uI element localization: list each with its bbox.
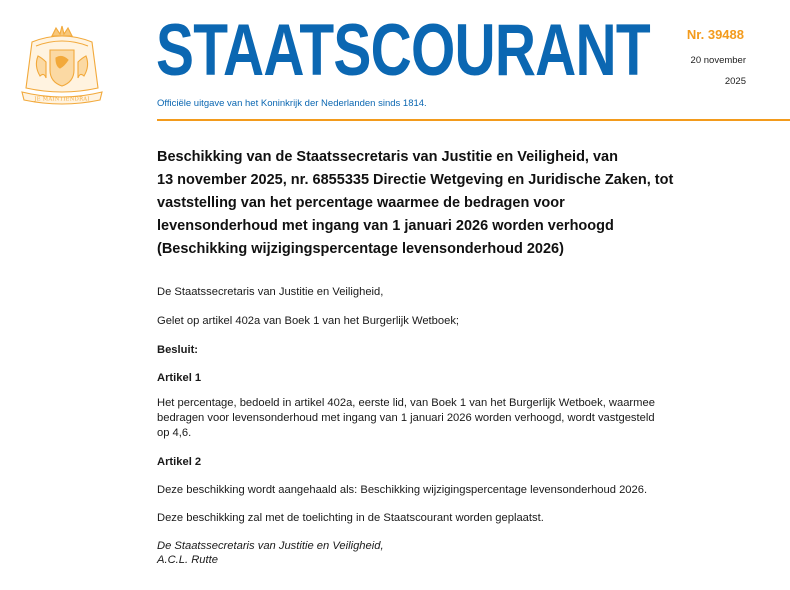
decides-label: Besluit: [157, 344, 199, 356]
title-line: (Beschikking wijzigingspercentage levensonderhoud 2026) [157, 241, 564, 257]
svg-text:JE MAINTIENDRAI: JE MAINTIENDRAI [34, 96, 90, 103]
issue-date-year: 2025 [724, 76, 746, 87]
title-line: Beschikking van de Staatssecretaris van Justitie en Veiligheid, van [157, 149, 618, 165]
article1-line: bedragen voor levensonderhoud met ingang van 1 januari 2026 worden verhoogd, wordt vastgesteld [157, 412, 655, 424]
article1-paragraph [157, 396, 757, 441]
header-divider [157, 119, 790, 121]
signature-title: De Staatssecretaris van Justitie en Veiligheid, [157, 540, 384, 552]
title-line: 13 november 2025, nr. 6855335 Directie Wetgeving en Juridische Zaken, tot [157, 172, 674, 188]
publication-paragraph: Deze beschikking zal met de toelichting in de Staatscourant worden geplaatst. [157, 512, 544, 524]
article1-line: op 4,6. [157, 427, 192, 439]
article2-paragraph: Deze beschikking wordt aangehaald als: Beschikking wijzigingspercentage levensonderhoud 2026. [157, 484, 648, 496]
issue-number: Nr. 39488 [686, 27, 744, 42]
article1-heading: Artikel 1 [157, 372, 202, 384]
document-title [157, 146, 757, 261]
article1-line: Het percentage, bedoeld in artikel 402a, eerste lid, van Boek 1 van het Burgerlijk Wetboek, waarmee [157, 397, 655, 409]
article2-heading: Artikel 2 [157, 456, 202, 468]
considering-paragraph: Gelet op artikel 402a van Boek 1 van het Burgerlijk Wetboek; [157, 315, 460, 327]
masthead-title: STAATSCOURANT [156, 10, 650, 91]
title-line: levensonderhoud met ingang van 1 januari 2026 worden verhoogd [157, 218, 614, 234]
masthead-subtitle: Officiële uitgave van het Koninkrijk der Nederlanden sinds 1814. [157, 98, 427, 109]
intro-paragraph: De Staatssecretaris van Justitie en Veiligheid, [157, 286, 384, 298]
issue-date-day-month: 20 november [690, 55, 746, 66]
title-line: vaststelling van het percentage waarmee de bedragen voor [157, 195, 565, 211]
signature-name: A.C.L. Rutte [157, 554, 218, 566]
royal-crest-logo [12, 22, 112, 106]
